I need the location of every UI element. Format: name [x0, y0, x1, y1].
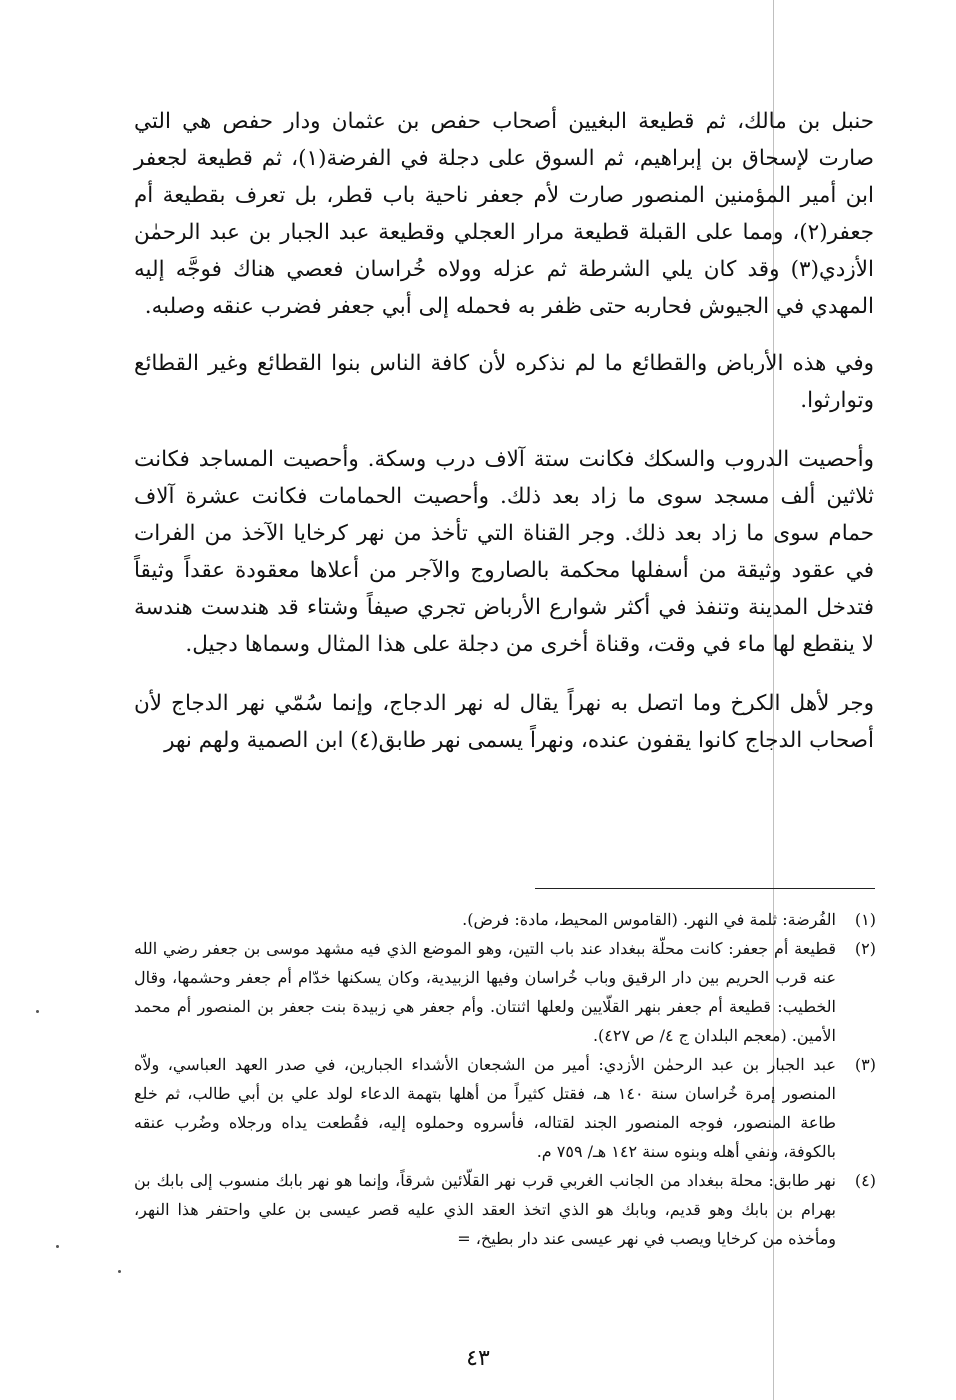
- footnote-number: (٢): [854, 939, 876, 958]
- scan-speck: [36, 1010, 39, 1013]
- footnote: [134, 905, 876, 934]
- footnote-number: (٤): [854, 1171, 876, 1190]
- main-text: [134, 103, 874, 759]
- footnote: [134, 934, 876, 1050]
- footnote-number: (٣): [854, 1055, 876, 1074]
- page-number: ٤٣: [466, 1346, 490, 1371]
- footnote-text: نهر طابق: محلة ببغداد من الجانب الغربي قرب نهر القلّائين شرقاً، وإنما هو نهر بابك منسوب إلى بابك بن بهرام بن بابك وهو قديم، وبابك هو الذي اتخذ العقد الذي عليه قصر عيسى بن علي واحتفر هذا النهر، ومأخذه من كرخايا ويصب في نهر عيسى عند دار بطيخ، =: [134, 1171, 836, 1248]
- footnote-text: عبد الجبار بن عبد الرحمٰن الأزدي: أمير من الشجعان الأشداء الجبارين، في صدر العهد العباسي، ولاّه المنصور إمرة خُراسان سنة ١٤٠ هـ، فقتل كثيراً من أهلها بتهمة الدعاء لولد علي بن أبي طالب، ثم خلع طاعة المنصور، فوجه المنصور الجند لقتاله، فأسروه وحملوه إليه، فقُطعت يداه ورجلاه وضُرب عنقه بالكوفة، ونفي أهله وبنوه سنة ١٤٢ هـ/ ٧٥٩ م.: [134, 1055, 837, 1161]
- scan-speck: [118, 1270, 121, 1273]
- paragraph: حنبل بن مالك، ثم قطيعة البغيين أصحاب حفص بن عثمان ودار حفص هي التي صارت لإسحاق بن إبراهيم، ثم السوق على دجلة في الفرضة(١)، ثم قطيعة لجعفر ابن أمير المؤمنين المنصور صارت لأم جعفر ناحية باب قطر، بل تعرف بقطيعة أم جعفر(٢)، ومما على القبلة قطيعة مرار العجلي وقطيعة عبد الجبار بن عبد الرحمٰن الأزدي(٣) وقد كان يلي الشرطة ثم عزله وولاه خُراسان فعصي هناك فوجَّه إليه المهدي في الجيوش فحاربه حتى ظفر به فحمله إلى أبي جعفر فضرب عنقه وصلبه.: [134, 109, 874, 319]
- footnote-separator: [535, 888, 875, 889]
- footnote-number: (١): [854, 910, 876, 929]
- footnote-text: قطيعة أم جعفر: كانت محلّة ببغداد عند باب التين، وهو الموضع الذي فيه مشهد موسى بن جعفر رضي الله عنه قرب الحريم بين دار الرقيق وباب خُراسان وفيها الزبيدية، وكان يسكنها خدّام أم جعفر وحشمها، وقال الخطيب: قطيعة أم جعفر بنهر القلّايين ولعلها اثنتان. وأم جعفر هي زبيدة بنت جعفر بن المنصور أم محمد الأمين. (معجم البلدان ج ٤/ ص ٤٢٧).: [134, 939, 836, 1045]
- paragraph: وفي هذه الأرباض والقطائع ما لم نذكره لأن كافة الناس بنوا القطائع وغير القطائع وتوارثوا.: [134, 351, 874, 413]
- footnote-text: الفُرضة: ثلمة في النهر. (القاموس المحيط، مادة: فرض).: [462, 910, 836, 929]
- footnote: [134, 1050, 876, 1166]
- footnotes: [134, 905, 876, 1253]
- footnote: [134, 1166, 876, 1253]
- paragraph: وأحصيت الدروب والسكك فكانت ستة آلاف درب وسكة. وأحصيت المساجد فكانت ثلاثين ألف مسجد سوى ما زاد بعد ذلك. وأحصيت الحمامات فكانت عشرة آلاف حمام سوى ما زاد بعد ذلك. وجر القناة التي تأخذ من نهر كرخايا الآخذ من الفرات في عقود وثيقة من أسفلها محكمة بالصاروج والآجر من أعلاها معقودة عقداً وثيقاً فتدخل المدينة وتنفذ في أكثر شوارع الأرباض تجري صيفاً وشتاء قد هندست هندسة لا ينقطع لها ماء في وقت، وقناة أخرى من دجلة على هذا المثال وسماها دجيل.: [134, 447, 874, 657]
- scan-speck: [56, 1245, 59, 1248]
- paragraph: وجر لأهل الكرخ وما اتصل به نهراً يقال له نهر الدجاج، وإنما سُمّي نهر الدجاج لأن أصحاب الدجاج كانوا يقفون عنده، ونهراً يسمى نهر طابق(٤) ابن الصمية ولهم نهر: [134, 691, 874, 753]
